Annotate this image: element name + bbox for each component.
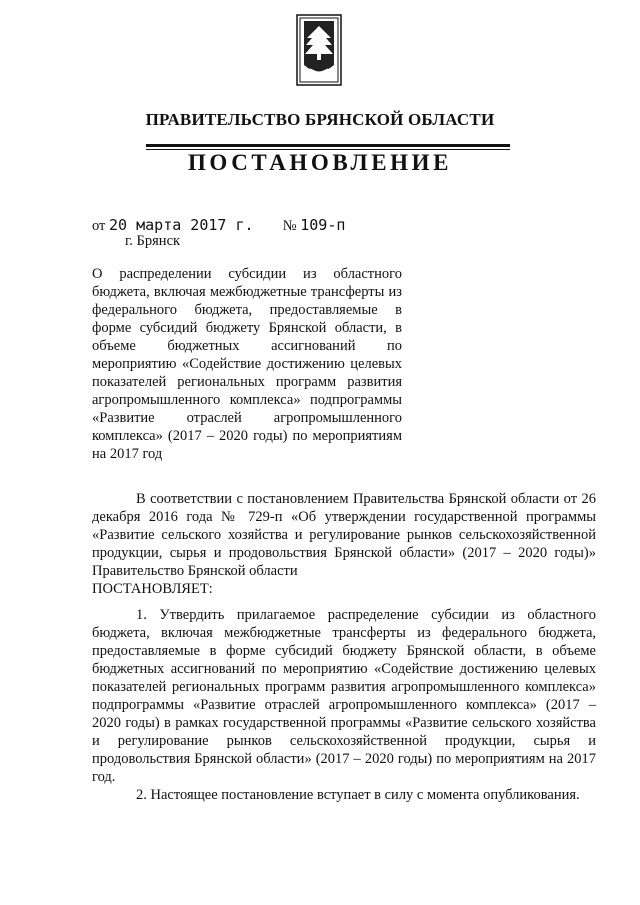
city: г. Брянск bbox=[125, 233, 181, 249]
decree-item-2: 2. Настоящее постановление вступает в силу с момента опубликования. bbox=[136, 787, 580, 803]
preamble-paragraph: В соответствии с постановлением Правительства Брянской области от 26 декабря 2016 года № 729-п «Об утверждении государственной программы «Развитие сельского хозяйства и регулирование рынков сельскохозяйственной продукции, сырья и продовольствия Брянской области» (2017 – 2020 годы)» Правительство Брянской области bbox=[92, 491, 596, 579]
coat-of-arms-icon bbox=[296, 14, 342, 86]
document-subject: О распределении субсидии из областного бюджета, включая межбюджетные трансферты из федерального бюджета, предоставляемые в форме субсидий бюджету Брянской области, в объеме бюджетных ассигнований по мероприятию «Содействие достижению целевых показателей региональных программ развития агропромышленного комплекса» подпрограммы «Развитие отраслей агропромышленного комплекса» (2017 – 2020 годы) по мероприятиям на 2017 год bbox=[92, 266, 402, 462]
document-type-title: ПОСТАНОВЛЕНИЕ bbox=[187, 150, 453, 175]
document-number: 109-п bbox=[300, 216, 346, 234]
document-body bbox=[92, 490, 596, 804]
government-name: ПРАВИТЕЛЬСТВО БРЯНСКОЙ ОБЛАСТИ bbox=[145, 110, 495, 129]
decree-word: ПОСТАНОВЛЯЕТ: bbox=[92, 581, 213, 597]
document-date: 20 марта 2017 г. bbox=[109, 216, 254, 234]
header-rule-thick bbox=[146, 144, 510, 147]
date-prefix: от bbox=[92, 218, 106, 234]
decree-item-1: 1. Утвердить прилагаемое распределение субсидии из областного бюджета, включая межбюджетные трансферты из федерального бюджета, предоставляемые в форме субсидий бюджету Брянской области, в объеме бюджетных ассигнований по мероприятию «Содействие достижению целевых показателей региональных программ развития агропромышленного комплекса» подпрограммы «Развитие отраслей агропромышленного комплекса» (2017 – 2020 годы) в рамках государственной программы «Развитие сельского хозяйства и регулирование рынков сельскохозяйственной продукции, сырья и продовольствия Брянской области» (2017 – 2020 годы) по мероприятиям на 2017 год. bbox=[92, 607, 596, 785]
number-sign: № bbox=[282, 218, 297, 234]
